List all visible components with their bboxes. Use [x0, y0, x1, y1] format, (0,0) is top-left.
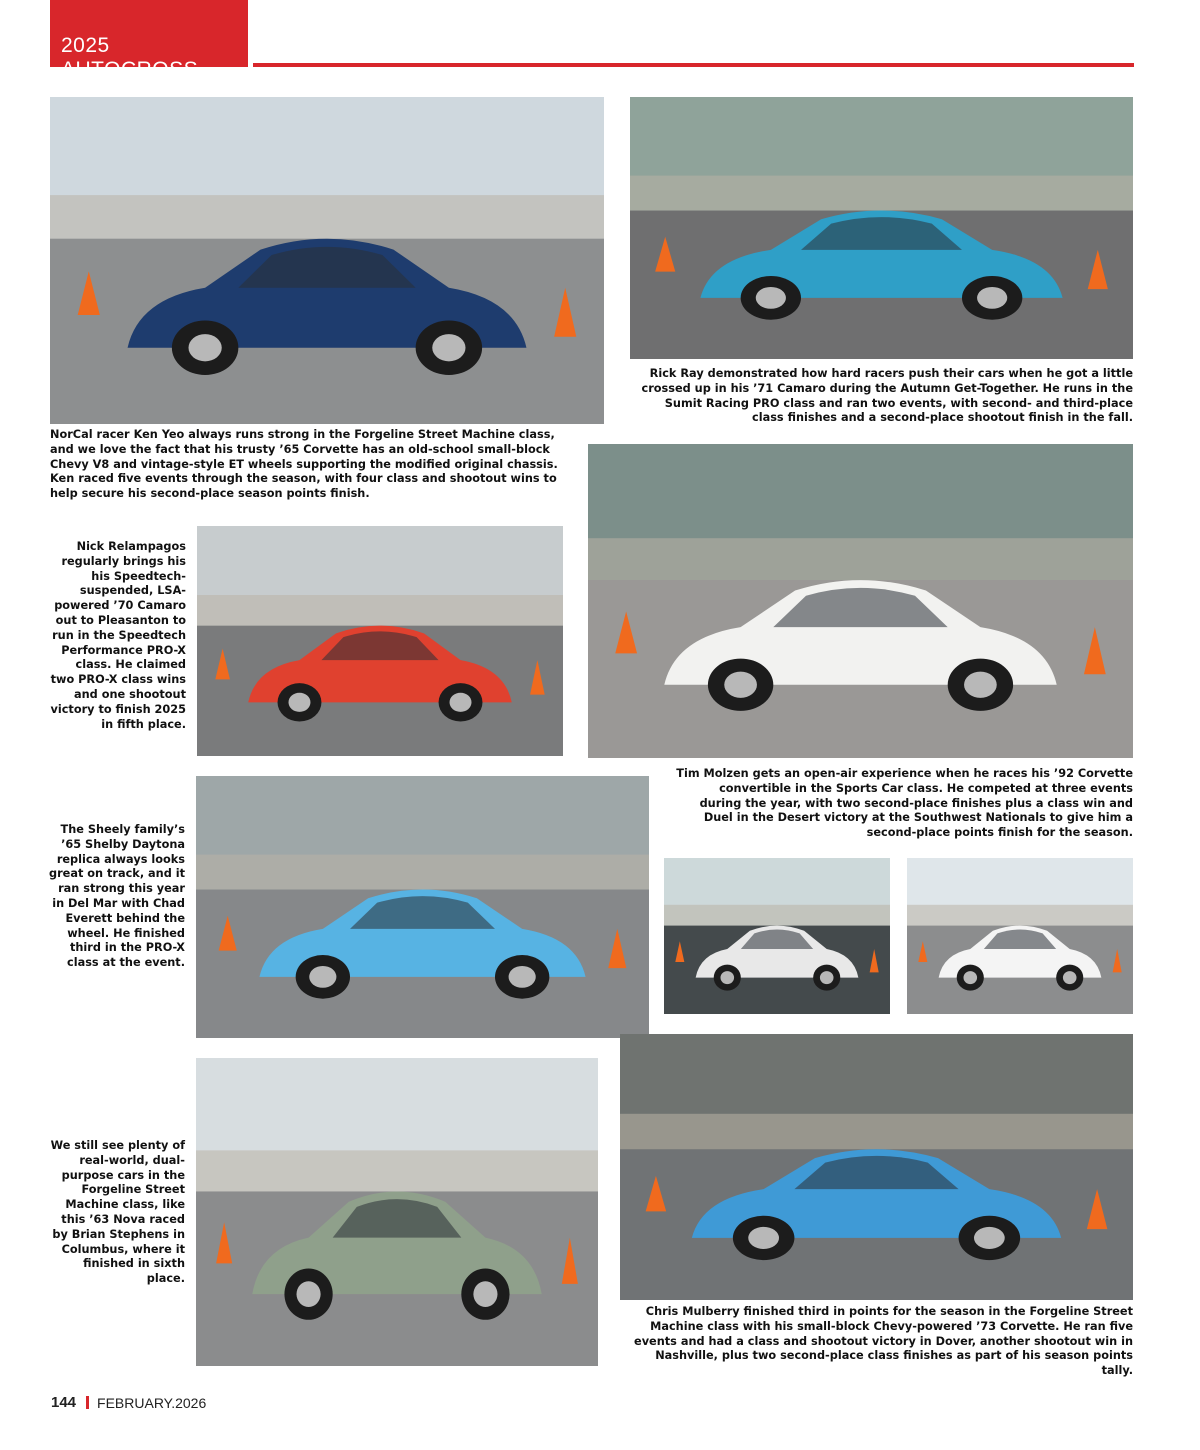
photo-driver-cockpit	[664, 858, 890, 1014]
photo-rick-ray-camaro	[630, 97, 1133, 359]
photo-image	[50, 97, 604, 424]
caption-nick-relampagos: Nick Relampagos regularly brings his his Speedtech-suspended, LSA-powered ’70 Camaro out to Pleasanton to run in the Speedtech Performance PRO-X class. He claimed two PRO-X class wins and one shootout victory to finish 2025 in fifth place.	[50, 540, 186, 731]
caption-tim-molzen: Tim Molzen gets an open-air experience when he races his ’92 Corvette convertible in the Sports Car class. He competed at three events during the year, with two second-place finishes plus a class win and Duel in the Desert victory at the Southwest Nationals to give him a second-place points finish for the season.	[676, 767, 1133, 840]
photo-image	[620, 1034, 1133, 1300]
issue-date: FEBRUARY.2026	[97, 1394, 207, 1411]
header-rule	[253, 63, 1134, 67]
caption-chris-mulberry: Chris Mulberry finished third in points for the season in the Forgeline Street Machine class with his small-block Chevy-powered ’73 Corvette. He ran five events and had a class and shootout victory in Dover, another shootout win in Nashville, plus two second-place class finishes as part of his season points tally.	[634, 1305, 1133, 1378]
caption-nova: We still see plenty of real-world, dual-purpose cars in the Forgeline Street Machine class, like this ’63 Nova raced by Brian Stephens in Columbus, where it finished in sixth place.	[50, 1139, 185, 1286]
photo-image	[196, 1058, 598, 1366]
photo-tim-molzen-corvette	[588, 444, 1133, 758]
photo-image	[630, 97, 1133, 359]
section-header-tab	[50, 0, 248, 81]
photo-brian-stephens-nova	[196, 1058, 598, 1366]
section-title: 2025 AUTOCROSS	[61, 34, 199, 81]
page-number: 144	[51, 1394, 77, 1411]
caption-sheely: The Sheely family’s ’65 Shelby Daytona replica always looks great on track, and it ran strong this year in Del Mar with Chad Everett behind the wheel. He finished third in the PRO-X class at the event.	[49, 823, 185, 970]
photo-image	[907, 858, 1133, 1014]
page-footer	[51, 1394, 206, 1411]
photo-image	[197, 526, 563, 756]
photo-sheely-daytona	[196, 776, 649, 1038]
photo-cars-in-staging	[907, 858, 1133, 1014]
photo-ken-yeo-corvette	[50, 97, 604, 424]
caption-ken-yeo: NorCal racer Ken Yeo always runs strong in the Forgeline Street Machine class, and we love the fact that his trusty ’65 Corvette has an old-school small-block Chevy V8 and vintage-style ET wheels supporting the modified original chassis. Ken raced five events through the season, with four class and shootout wins to help secure his second-place season points finish.	[50, 428, 558, 501]
photo-chris-mulberry-corvette	[620, 1034, 1133, 1300]
photo-nick-relampagos-camaro	[197, 526, 563, 756]
photo-image	[588, 444, 1133, 758]
photo-image	[664, 858, 890, 1014]
photo-image	[196, 776, 649, 1038]
footer-divider	[86, 1396, 89, 1409]
caption-rick-ray: Rick Ray demonstrated how hard racers push their cars when he got a little crossed up in his ’71 Camaro during the Autumn Get-Together. He runs in the Sumit Racing PRO class and ran two events, with second- and third-place class finishes and a second-place shootout finish in the fall.	[641, 367, 1133, 425]
